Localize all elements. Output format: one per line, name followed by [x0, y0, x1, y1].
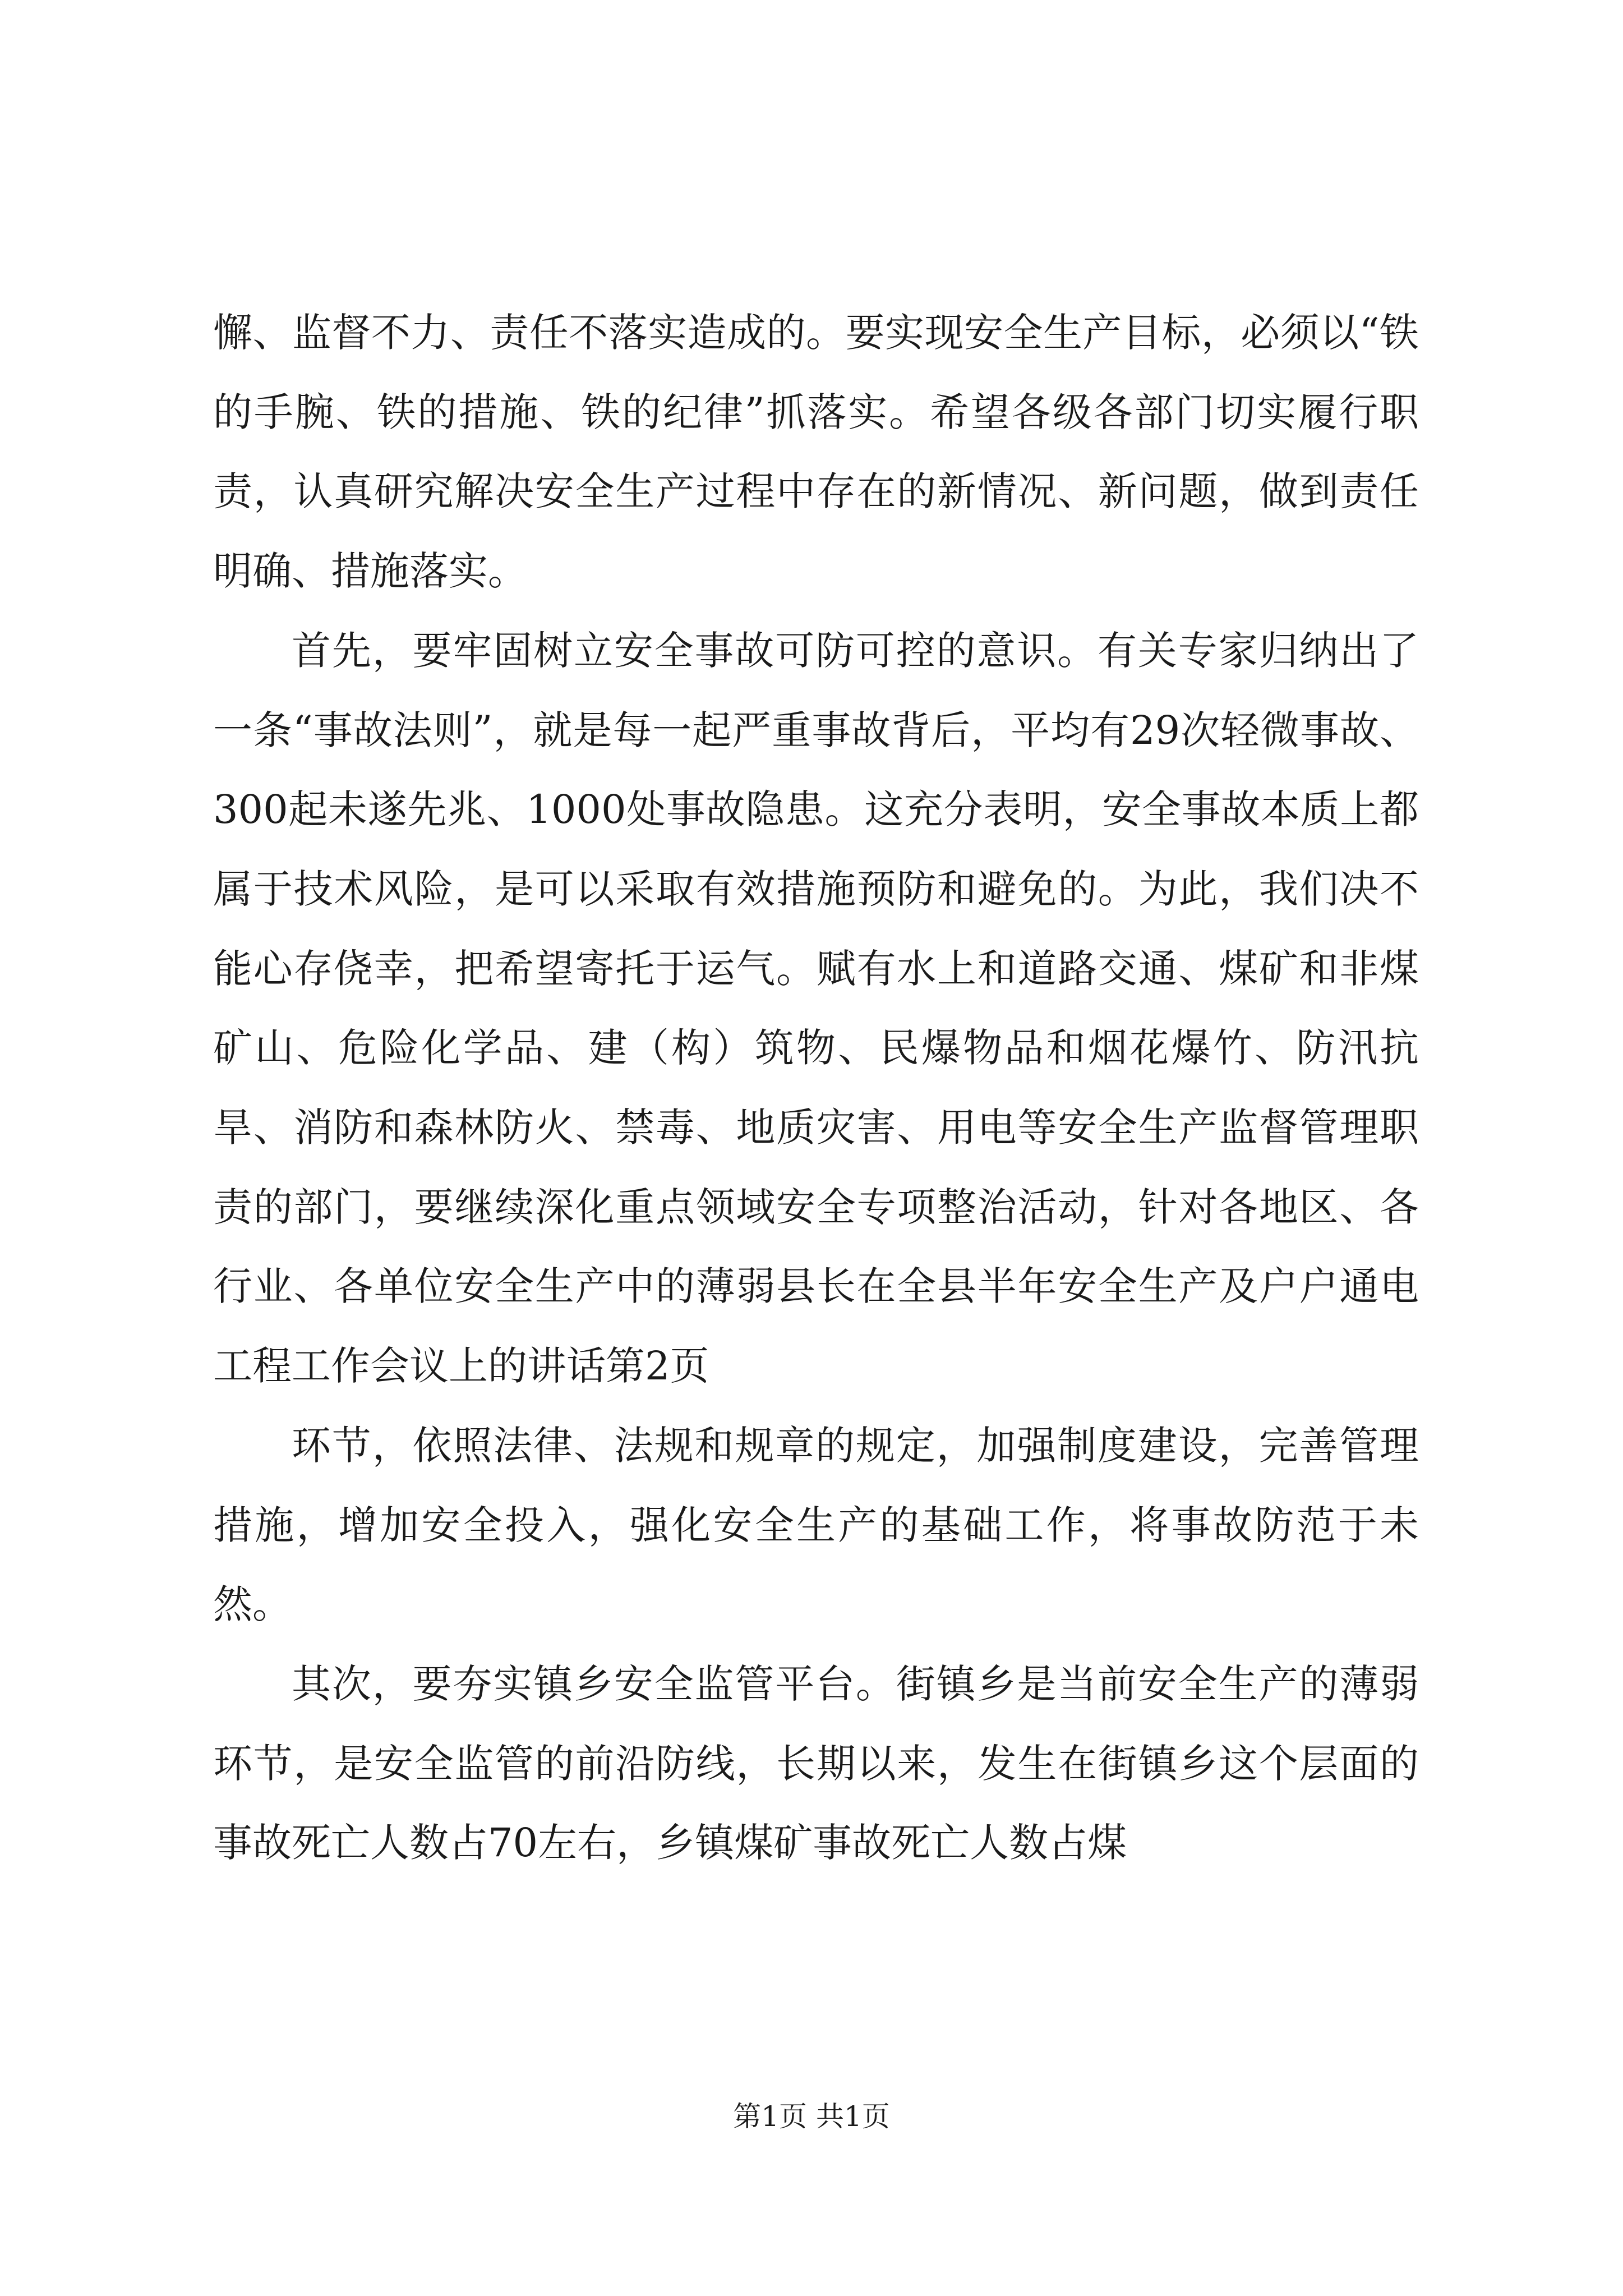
page-footer: 第1页 共1页 — [733, 2100, 890, 2133]
paragraph-first-point: 首先，要牢固树立安全事故可防可控的意识。有关专家归纳出了一条“事故法则”，就是每一起严重事故背后，平均有29次轻微事故、300起未遂先兆、1000处事故隐患。这充分表明，安全事故本质上都属于技术风险，是可以采取有效措施预防和避免的。为此，我们决不能心存侥幸，把希望寄托于运气。赋有水上和道路交通、煤矿和非煤矿山、危险化学品、建（构）筑物、民爆物品和烟花爆竹、防汛抗旱、消防和森林防火、禁毒、地质灾害、用电等安全生产监督管理职责的部门，要继续深化重点领域安全专项整治活动，针对各地区、各行业、各单位安全生产中的薄弱县长在全县半年安全生产及户户通电工程工作会议上的讲话第2页 — [213, 627, 1419, 1389]
paragraph-second-point: 其次，要夯实镇乡安全监管平台。街镇乡是当前安全生产的薄弱环节，是安全监管的前沿防线，长期以来，发生在街镇乡这个层面的事故死亡人数占70左右，乡镇煤矿事故死亡人数占煤 — [213, 1660, 1419, 1866]
body-text — [213, 293, 1419, 1883]
paragraph-page-break-continuation: 环节，依照法律、法规和规章的规定，加强制度建设，完善管理措施，增加安全投入，强化安全生产的基础工作，将事故防范于未然。 — [213, 1422, 1419, 1628]
paragraph-continuation: 懈、监督不力、责任不落实造成的。要实现安全生产目标，必须以“铁的手腕、铁的措施、铁的纪律”抓落实。希望各级各部门切实履行职责，认真研究解决安全生产过程中存在的新情况、新问题，做到责任明确、措施落实。 — [213, 310, 1419, 595]
